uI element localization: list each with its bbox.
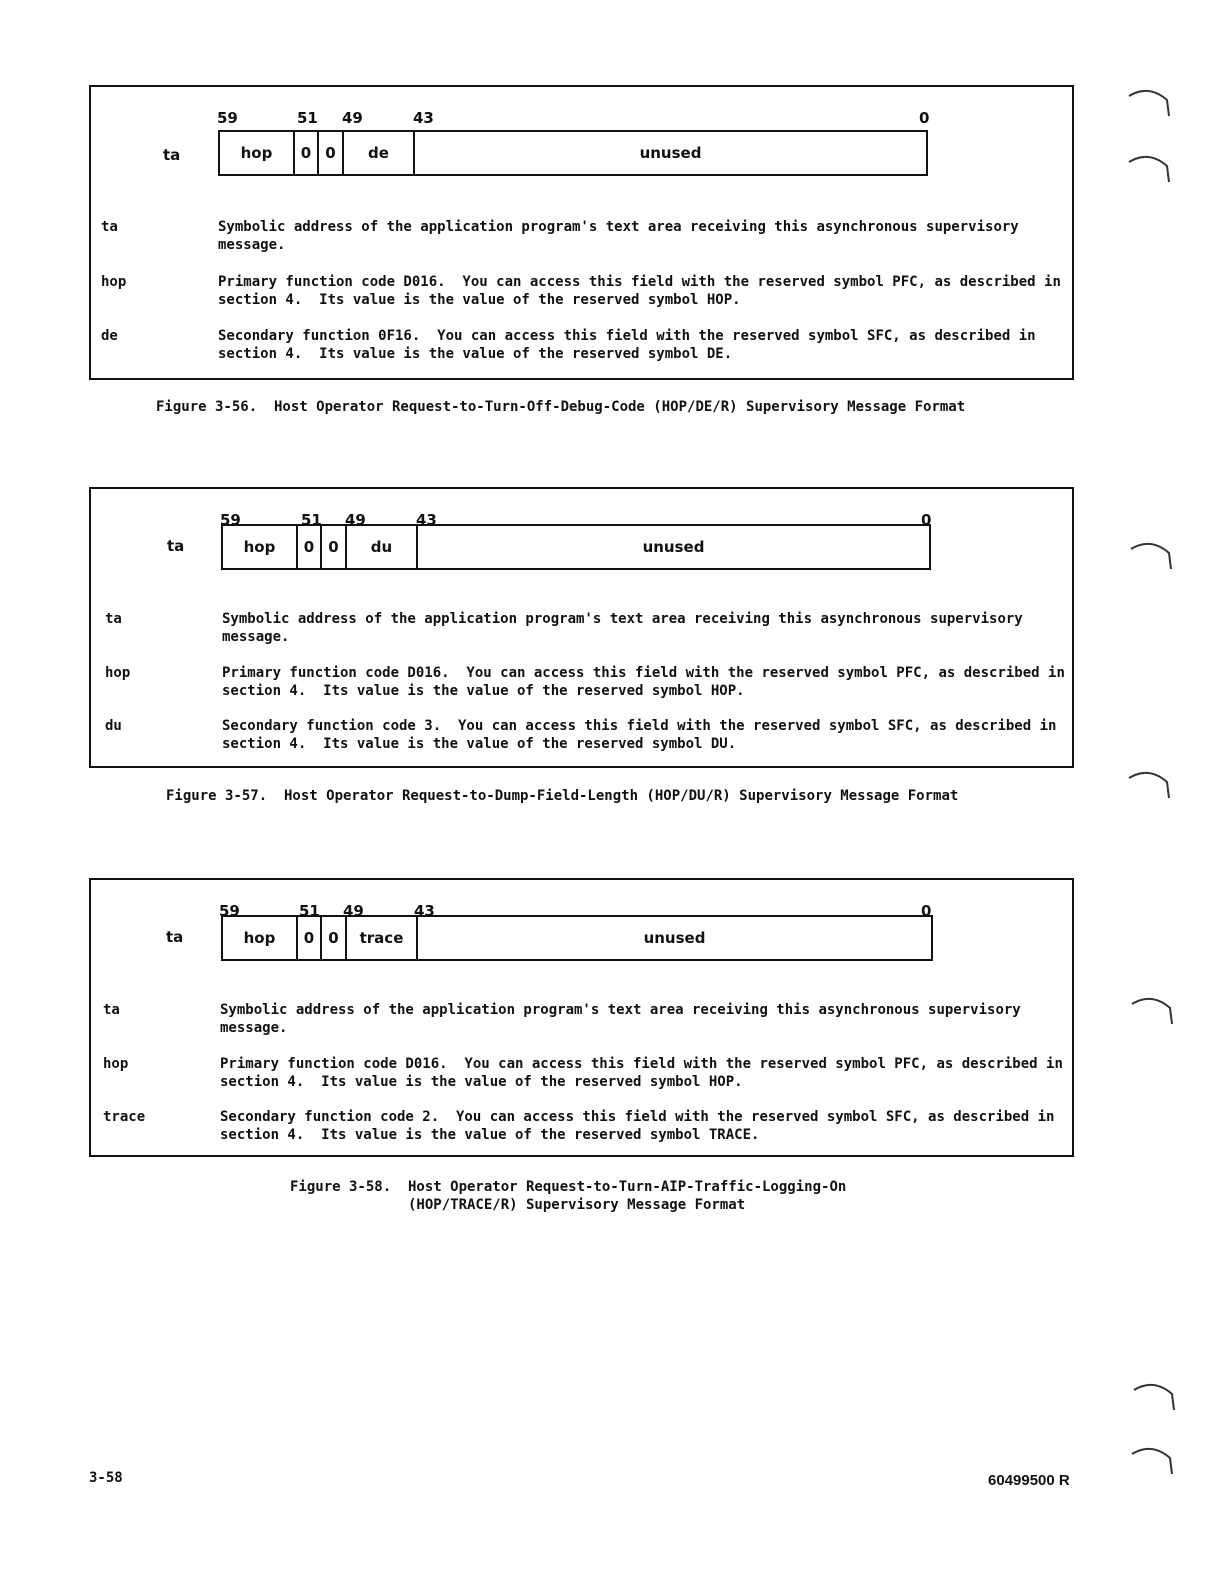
figure-caption: Figure 3-57. Host Operator Request-to-Dump-Field-Length (HOP/DU/R) Supervisory Message Format [166,788,959,804]
binder-hole-mark [1125,148,1175,188]
bit-position-59: 59 [219,902,240,920]
definition-term: de [101,328,118,344]
figure-3-58-frame [89,878,1074,1157]
bit-position-49: 49 [345,511,366,529]
bit-position-51: 51 [299,902,320,920]
message-word-diagram [221,524,931,570]
bit-position-43: 43 [414,902,435,920]
field-zero-2: 0 [319,132,344,174]
field-secondary: trace [347,917,418,959]
definition-term: ta [101,219,118,235]
message-word-diagram [221,915,933,961]
figure-3-57-frame [89,487,1074,768]
binder-hole-mark [1125,82,1175,122]
field-primary: hop [220,132,295,174]
definition-description: Symbolic address of the application program's text area receiving this asynchronous supervisory message. [220,1002,1030,1036]
definition-description: Symbolic address of the application program's text area receiving this asynchronous supervisory message. [222,611,1032,645]
field-secondary: du [347,526,418,568]
bit-position-49: 49 [342,109,363,127]
binder-hole-mark [1127,535,1177,575]
definition-description: Secondary function code 2. You can access this field with the reserved symbol SFC, as described in section 4. Its value is the value of the reserved symbol TRACE. [220,1109,1063,1143]
bit-position-51: 51 [301,511,322,529]
definition-term: hop [103,1056,129,1072]
definition-description: Symbolic address of the application program's text area receiving this asynchronous supervisory message. [218,219,1028,253]
definition-description: Secondary function 0F16. You can access this field with the reserved symbol SFC, as described in section 4. Its value is the value of the reserved symbol DE. [218,328,1045,362]
field-primary: hop [223,526,298,568]
definition-description: Secondary function code 3. You can access this field with the reserved symbol SFC, as described in section 4. Its value is the value of the reserved symbol DU. [222,718,1065,752]
document-number: 60499500 R [988,1472,1070,1489]
field-unused: unused [642,538,705,556]
register-label: ta [166,928,184,946]
definition-description: Primary function code D016. You can access this field with the reserved symbol PFC, as described in section 4. Its value is the value of the reserved symbol HOP. [222,665,1074,699]
bit-position-59: 59 [220,511,241,529]
bit-position-43: 43 [413,109,434,127]
definition-term: trace [103,1109,146,1125]
binder-hole-mark [1125,764,1175,804]
bit-position-0: 0 [921,902,932,920]
field-zero-1: 0 [295,132,319,174]
bit-position-51: 51 [297,109,318,127]
field-unused: unused [639,144,702,162]
field-zero-1: 0 [298,917,322,959]
message-word-diagram [218,130,928,176]
field-zero-2: 0 [322,526,347,568]
register-label: ta [167,537,185,555]
field-primary: hop [223,917,298,959]
definition-term: hop [101,274,127,290]
figure-caption-line-1: Figure 3-58. Host Operator Request-to-Turn-AIP-Traffic-Logging-On [290,1179,847,1195]
figure-caption: Figure 3-56. Host Operator Request-to-Turn-Off-Debug-Code (HOP/DE/R) Supervisory Message Format [156,399,966,415]
field-secondary: de [344,132,415,174]
definition-term: hop [105,665,131,681]
definition-term: du [105,718,122,734]
bit-position-43: 43 [416,511,437,529]
field-zero-1: 0 [298,526,322,568]
field-unused: unused [643,929,706,947]
figure-caption-line-2: (HOP/TRACE/R) Supervisory Message Format [408,1197,746,1213]
definition-description: Primary function code D016. You can access this field with the reserved symbol PFC, as described in section 4. Its value is the value of the reserved symbol HOP. [220,1056,1072,1090]
register-label: ta [163,146,181,164]
binder-hole-mark [1130,1376,1180,1416]
page-number: 3-58 [89,1470,123,1486]
definition-term: ta [103,1002,120,1018]
binder-hole-mark [1128,1440,1178,1480]
figure-3-56-frame [89,85,1074,380]
definition-term: ta [105,611,122,627]
bit-position-59: 59 [217,109,238,127]
binder-hole-mark [1128,990,1178,1030]
bit-position-0: 0 [919,109,930,127]
field-zero-2: 0 [322,917,347,959]
definition-description: Primary function code D016. You can access this field with the reserved symbol PFC, as described in section 4. Its value is the value of the reserved symbol HOP. [218,274,1070,308]
bit-position-0: 0 [921,511,932,529]
bit-position-49: 49 [343,902,364,920]
